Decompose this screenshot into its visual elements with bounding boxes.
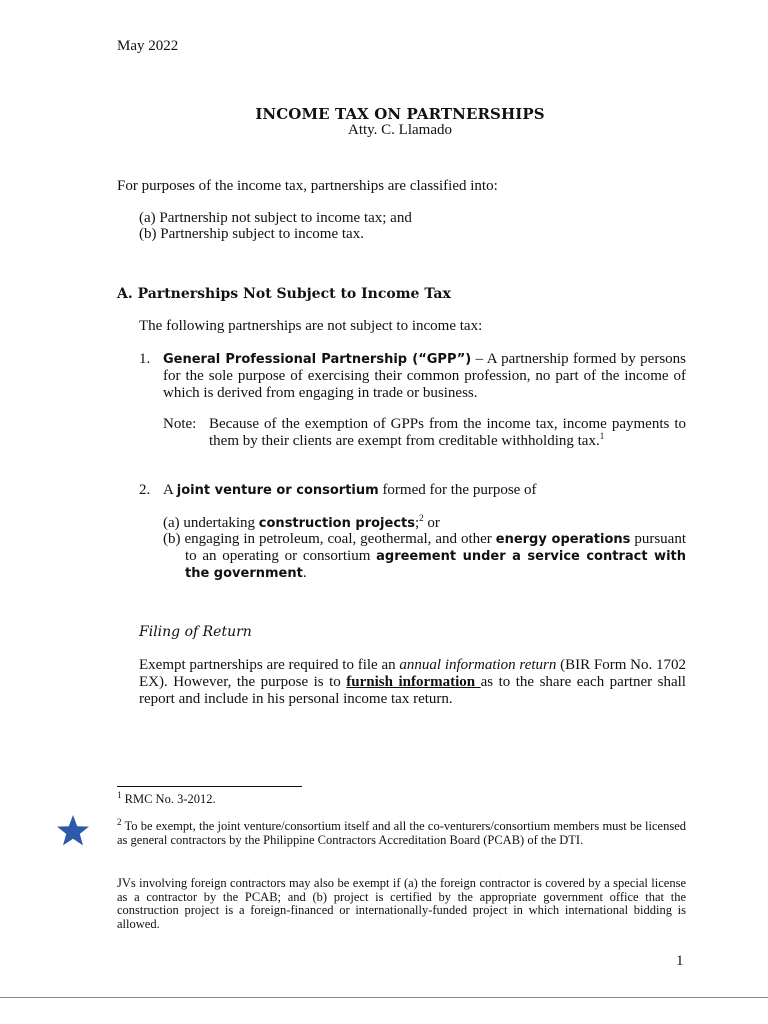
item-2-sub-b (163, 531, 686, 582)
footnote-2-continued: JVs involving foreign contractors may also be exempt if (a) the foreign contractor is covered by a special license as a contractor by the PCAB; and (b) project is certified by the appropriate government office that the construction project is a foreign-financed or internationally-funded project in which international bidding is allowed. (117, 876, 686, 931)
classification-a: (a) Partnership not subject to income tax; and (139, 210, 412, 226)
star-icon (55, 813, 91, 849)
footnote-ref-1: 1 (599, 431, 605, 441)
item-2-number: 2. (139, 482, 151, 498)
section-a-lead: The following partnerships are not subject to income tax: (139, 318, 483, 334)
item-1-number: 1. (139, 351, 151, 367)
sub-b-end: . (302, 565, 307, 581)
intro-paragraph: For purposes of the income tax, partnerships are classified into: (117, 178, 498, 194)
sub-b-mid: pursuant to an operating or consortium (185, 531, 686, 564)
footnote-separator (117, 786, 302, 787)
filing-heading: Filing of Return (139, 624, 252, 640)
footnote-2 (117, 816, 686, 847)
document-date: May 2022 (117, 38, 179, 54)
footnote-1-marker: 1 (117, 789, 122, 800)
filing-italic: annual information return (399, 657, 557, 673)
note-text (209, 416, 686, 450)
item-2-text (163, 482, 537, 499)
footnote-2-text: To be exempt, the joint venture/consortium itself and all the co-venturers/consortium members must be licensed as general contractors by the Philippine Contractors Accreditation Board (PCAB) of the DTI. (117, 819, 686, 847)
footnote-ref-2: 2 (419, 513, 424, 523)
item-2-sub-a (163, 515, 440, 532)
page-bottom-border (0, 997, 768, 998)
filing-underlined: furnish information (346, 674, 481, 690)
document-title: INCOME TAX ON PARTNERSHIPS (255, 105, 545, 123)
sub-a-bold: construction projects (258, 516, 415, 531)
footnote-2-marker: 2 (117, 816, 122, 827)
item-1-term: General Professional Partnership (“GPP”) (163, 352, 472, 367)
filing-mid: (BIR Form No. 1702 EX). However, the purpose is to (139, 657, 687, 690)
footnote-1-text: RMC No. 3-2012. (121, 792, 216, 806)
sub-b-bold-1: energy operations (495, 532, 631, 547)
item-1-text (163, 351, 686, 402)
note-body: Because of the exemption of GPPs from the income tax, income payments to them by their clients are exempt from creditable withholding tax. (209, 416, 686, 449)
filing-pre: Exempt partnerships are required to file an (139, 657, 400, 673)
document-author: Atty. C. Llamado (347, 122, 452, 138)
sub-a-semicolon: ; (414, 515, 420, 531)
footnote-1 (117, 789, 216, 807)
classification-b: (b) Partnership subject to income tax. (139, 226, 364, 242)
filing-paragraph (139, 657, 686, 708)
sub-b-bold-2: agreement under a service contract with the government (185, 549, 686, 581)
sub-b-pre: (b) engaging in petroleum, coal, geothermal, and other (163, 531, 496, 547)
sub-a-end: or (423, 515, 440, 531)
item-2-pre: A (163, 482, 177, 498)
item-1-definition: – A partnership formed by persons for the sole purpose of exercising their common profession, no part of the income of which is derived from engaging in trade or business. (163, 351, 686, 401)
item-2-post: formed for the purpose of (378, 482, 537, 498)
sub-a-pre: (a) undertaking (163, 515, 259, 531)
note-label: Note: (163, 416, 197, 432)
filing-post: as to the share each partner shall report and include in his personal income tax return. (139, 674, 686, 707)
page-number: 1 (676, 953, 684, 969)
item-2-term: joint venture or consortium (176, 483, 379, 498)
section-a-heading: A. Partnerships Not Subject to Income Tax (117, 286, 451, 302)
